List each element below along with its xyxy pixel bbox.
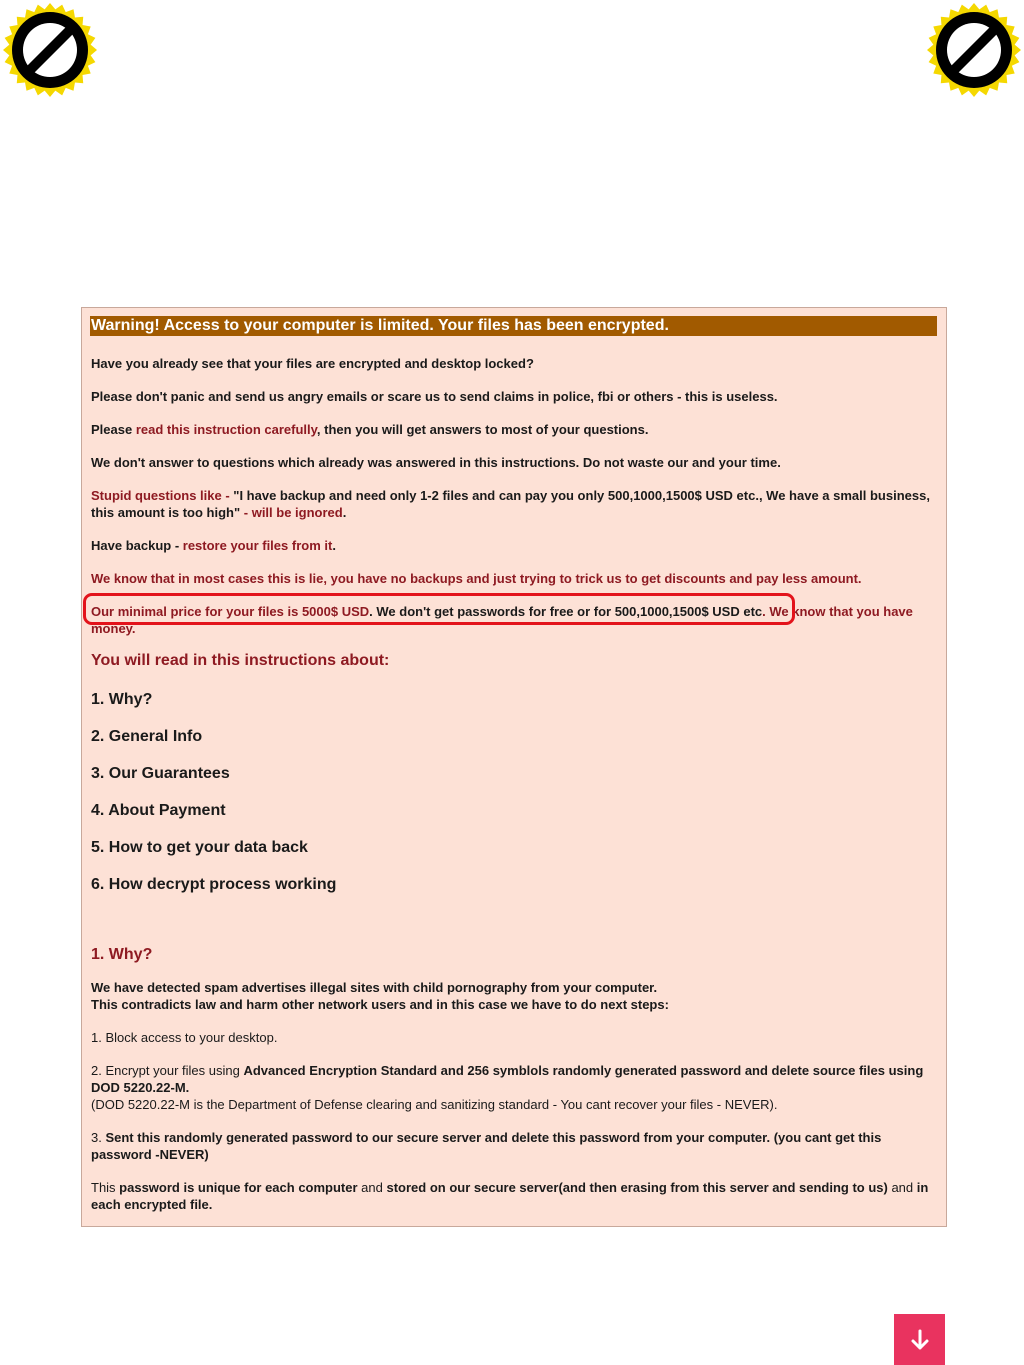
arrow-down-icon: [910, 1329, 930, 1351]
step-3: 3. Sent this randomly generated password to our secure server and delete this password from your computer. (you cant get this password -NEVER): [91, 1130, 882, 1162]
step-2: 2. Encrypt your files using Advanced Encryption Standard and 256 symblols randomly generated password and delete source files using DOD 5220.22-M. (DOD 5220.22-M is the Department of Defense clearing and sanitizing standard - You cant recover your files - NEVER).: [91, 1063, 924, 1112]
scroll-down-button[interactable]: [894, 1314, 945, 1365]
no-symbol-icon: [2, 2, 98, 98]
why-paragraph: We have detected spam advertises illegal sites with child pornography from your computer. This contradicts law and harm other network users and in this case we have to do next steps:: [91, 980, 669, 1012]
note-paragraph: We know that in most cases this is lie, you have no backups and just trying to trick us to get discounts and pay less amount.: [91, 571, 862, 586]
note-paragraph: Stupid questions like - "I have backup and need only 1-2 files and can pay you only 500,1000,1500$ USD etc., We have a small business, this amount is too high" - will be ignored.: [91, 488, 930, 520]
note-paragraph: Please don't panic and send us angry emails or scare us to send claims in police, fbi or others - this is useless.: [91, 389, 778, 404]
highlight-oval: [83, 593, 795, 625]
price-paragraph-wrapper: [90, 603, 937, 637]
toc-list: [91, 690, 937, 895]
toc-item: 3. Our Guarantees: [91, 765, 230, 782]
toc-item: 5. How to get your data back: [91, 839, 308, 856]
toc-item: 1. Why?: [91, 691, 153, 708]
note-paragraph: Please read this instruction carefully, then you will get answers to most of your questions.: [91, 422, 649, 437]
step-1: 1. Block access to your desktop.: [91, 1030, 278, 1045]
note-paragraph: Have backup - restore your files from it.: [91, 538, 336, 553]
toc-item: 6. How decrypt process working: [91, 876, 337, 893]
toc-item: 2. General Info: [91, 728, 203, 745]
section-heading-why: 1. Why?: [91, 946, 153, 963]
warning-banner: Warning! Access to your computer is limited. Your files has been encrypted.: [90, 316, 937, 336]
no-symbol-icon: [926, 2, 1022, 98]
toc-item: 4. About Payment: [91, 802, 226, 819]
price-paragraph: Our minimal price for your files is 5000$ USD. We don't get passwords for free or for 500,1000,1500$ USD etc. We know that you have money.: [91, 604, 913, 636]
ransom-note: [81, 307, 947, 1227]
last-paragraph: This password is unique for each computer and stored on our secure server(and then erasing from this server and sending to us) and in each encrypted file.: [91, 1180, 929, 1212]
toc-heading: You will read in this instructions about:: [91, 652, 390, 669]
note-paragraph: We don't answer to questions which already was answered in this instructions. Do not waste our and your time.: [91, 455, 781, 470]
note-paragraph: Have you already see that your files are encrypted and desktop locked?: [91, 356, 534, 371]
